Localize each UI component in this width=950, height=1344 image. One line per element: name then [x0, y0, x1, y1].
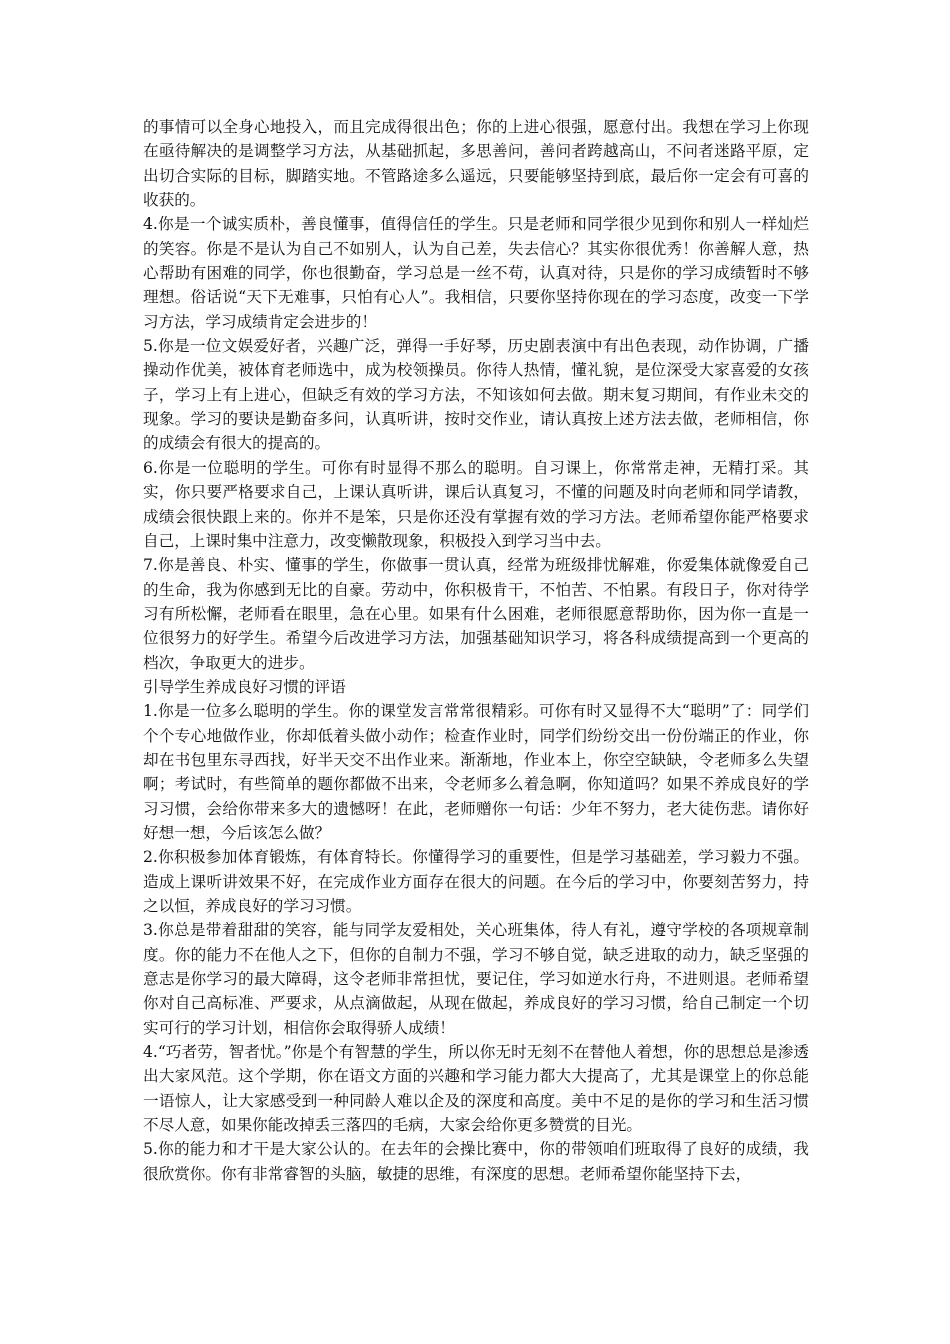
paragraph: 3.你总是带着甜甜的笑容，能与同学友爱相处，关心班集体，待人有礼，遵守学校的各项规章制度。你的能力不在他人之下，但你的自制力不强，学习不够自觉，缺乏进取的动力，缺乏坚强的意志是你学习的最大障碍，这令老师非常担忧，要记住，学习如逆水行舟，不进则退。老师希望你对自己高标准、严要求，从点滴做起，从现在做起，养成良好的学习习惯，给自己制定一个切实可行的学习计划，相信你会取得骄人成绩！	[143, 921, 809, 1037]
paragraph: 的事情可以全身心地投入，而且完成得很出色；你的上进心很强，愿意付出。我想在学习上你现在亟待解决的是调整学习方法，从基础抓起，多思善问，善问者跨越高山，不问者迷路平原，定出切合实际的目标，脚踏实地。不管路途多么遥远，只要能够坚持到底，最后你一定会有可喜的收获的。	[143, 118, 809, 210]
paragraph: 7.你是善良、朴实、懂事的学生，你做事一贯认真，经常为班级排忧解难，你爱集体就像爱自己的生命，我为你感到无比的自豪。劳动中，你积极肯干，不怕苦、不怕累。有段日子，你对待学习有所松懈，老师看在眼里，急在心里。如果有什么困难，老师很愿意帮助你，因为你一直是一位很努力的好学生。希望今后改进学习方法，加强基础知识学习，将各科成绩提高到一个更高的档次，争取更大的进步。	[143, 556, 809, 672]
document-page	[143, 115, 809, 1186]
paragraph: 1.你是一位多么聪明的学生。你的课堂发言常常很精彩。可你有时又显得不大“聪明”了：同学们个个专心地做作业，你却低着头做小动作；检查作业时，同学们纷纷交出一份份端正的作业，你却在书包里东寻西找，好半天交不出作业来。渐渐地，作业本上，你空空缺缺，令老师多么失望啊；考试时，有些简单的题你都做不出来，令老师多么着急啊，你知道吗？如果不养成良好的学习习惯，会给你带来多大的遗憾呀！在此，老师赠你一句话：少年不努力，老大徒伤悲。请你好好想一想，今后该怎么做？	[143, 702, 809, 842]
paragraph: 5.你是一位文娱爱好者，兴趣广泛，弹得一手好琴，历史剧表演中有出色表现，动作协调，广播操动作优美，被体育老师选中，成为校领操员。你待人热情，懂礼貌，是位深受大家喜爱的女孩子，学习上有上进心，但缺乏有效的学习方法，不知该如何去做。期末复习期间，有作业未交的现象。学习的要诀是勤奋多问，认真听讲，按时交作业，请认真按上述方法去做，老师相信，你的成绩会有很大的提高的。	[143, 337, 809, 453]
paragraph: 4.“巧者劳，智者忧。”你是个有智慧的学生，所以你无时无刻不在替他人着想，你的思想总是渗透出大家风范。这个学期，你在语文方面的兴趣和学习能力都大大提高了，尤其是课堂上的你总能一语惊人，让大家感受到一种同龄人难以企及的深度和高度。美中不足的是你的学习和生活习惯不尽人意，如果你能改掉丢三落四的毛病，大家会给你更多赞赏的目光。	[143, 1043, 809, 1135]
paragraph: 4.你是一个诚实质朴，善良懂事，值得信任的学生。只是老师和同学很少见到你和别人一样灿烂的笑容。你是不是认为自己不如别人，认为自己差，失去信心？其实你很优秀！你善解人意，热心帮助有困难的同学，你也很勤奋，学习总是一丝不苟，认真对待，只是你的学习成绩暂时不够理想。俗话说“天下无难事，只怕有心人”。我相信，只要你坚持你现在的学习态度，改变一下学习方法，学习成绩肯定会进步的！	[143, 215, 809, 331]
paragraph: 6.你是一位聪明的学生。可你有时显得不那么的聪明。自习课上，你常常走神，无精打采。其实，你只要严格要求自己，上课认真听讲，课后认真复习，不懂的问题及时向老师和同学请教，成绩会很快跟上来的。你并不是笨，只是你还没有掌握有效的学习方法。老师希望你能严格要求自己，上课时集中注意力，改变懒散现象，积极投入到学习当中去。	[143, 458, 809, 550]
paragraph: 5.你的能力和才干是大家公认的。在去年的会操比赛中，你的带领咱们班取得了良好的成绩，我很欣赏你。你有非常睿智的头脑，敏捷的思维，有深度的思想。老师希望你能坚持下去，	[143, 1140, 809, 1183]
paragraph: 2.你积极参加体育锻炼，有体育特长。你懂得学习的重要性，但是学习基础差，学习毅力不强。造成上课听讲效果不好，在完成作业方面存在很大的问题。在今后的学习中，你要刻苦努力，持之以恒，养成良好的学习习惯。	[143, 848, 809, 915]
section-title: 引导学生养成良好习惯的评语	[143, 677, 346, 696]
